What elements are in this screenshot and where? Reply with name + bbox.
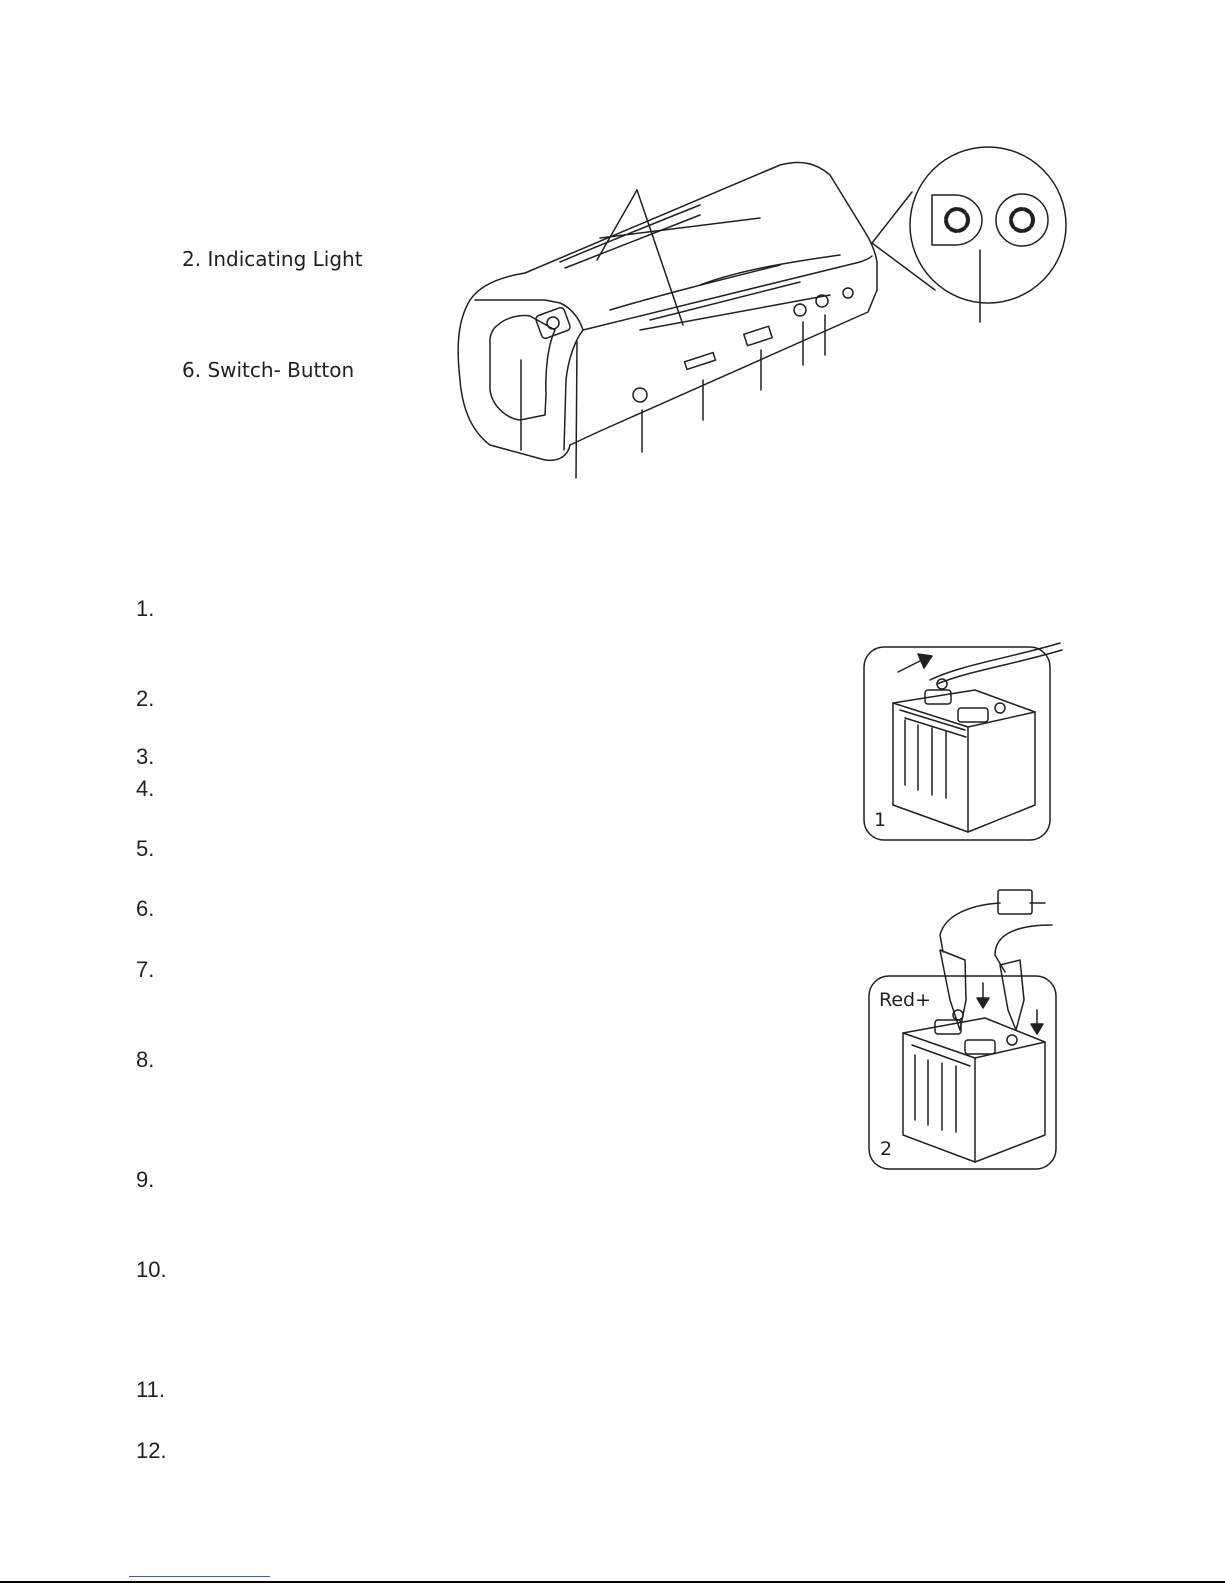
step-number: 6. bbox=[136, 896, 155, 921]
step-number: 4. bbox=[136, 776, 155, 801]
step-number: 12. bbox=[136, 1438, 167, 1463]
figure-2-number: 2 bbox=[880, 1138, 893, 1160]
switch-button-label: 6. Switch- Button bbox=[182, 358, 355, 382]
footer-link-underline bbox=[129, 1576, 270, 1577]
indicating-light-label: 2. Indicating Light bbox=[182, 247, 363, 271]
step-number: 3. bbox=[136, 744, 155, 769]
step-number: 11. bbox=[136, 1377, 165, 1402]
step-number: 1. bbox=[136, 596, 155, 621]
step-number: 5. bbox=[136, 836, 155, 861]
figure-1-number: 1 bbox=[874, 809, 887, 831]
figure-2-red-plus-label: Red+ bbox=[879, 989, 932, 1011]
step-number: 9. bbox=[136, 1167, 155, 1192]
footer-rule bbox=[0, 1581, 1225, 1583]
step-number: 10. bbox=[136, 1257, 167, 1282]
step-number: 8. bbox=[136, 1047, 155, 1072]
step-number: 7. bbox=[136, 957, 155, 982]
step-number: 2. bbox=[136, 686, 155, 711]
